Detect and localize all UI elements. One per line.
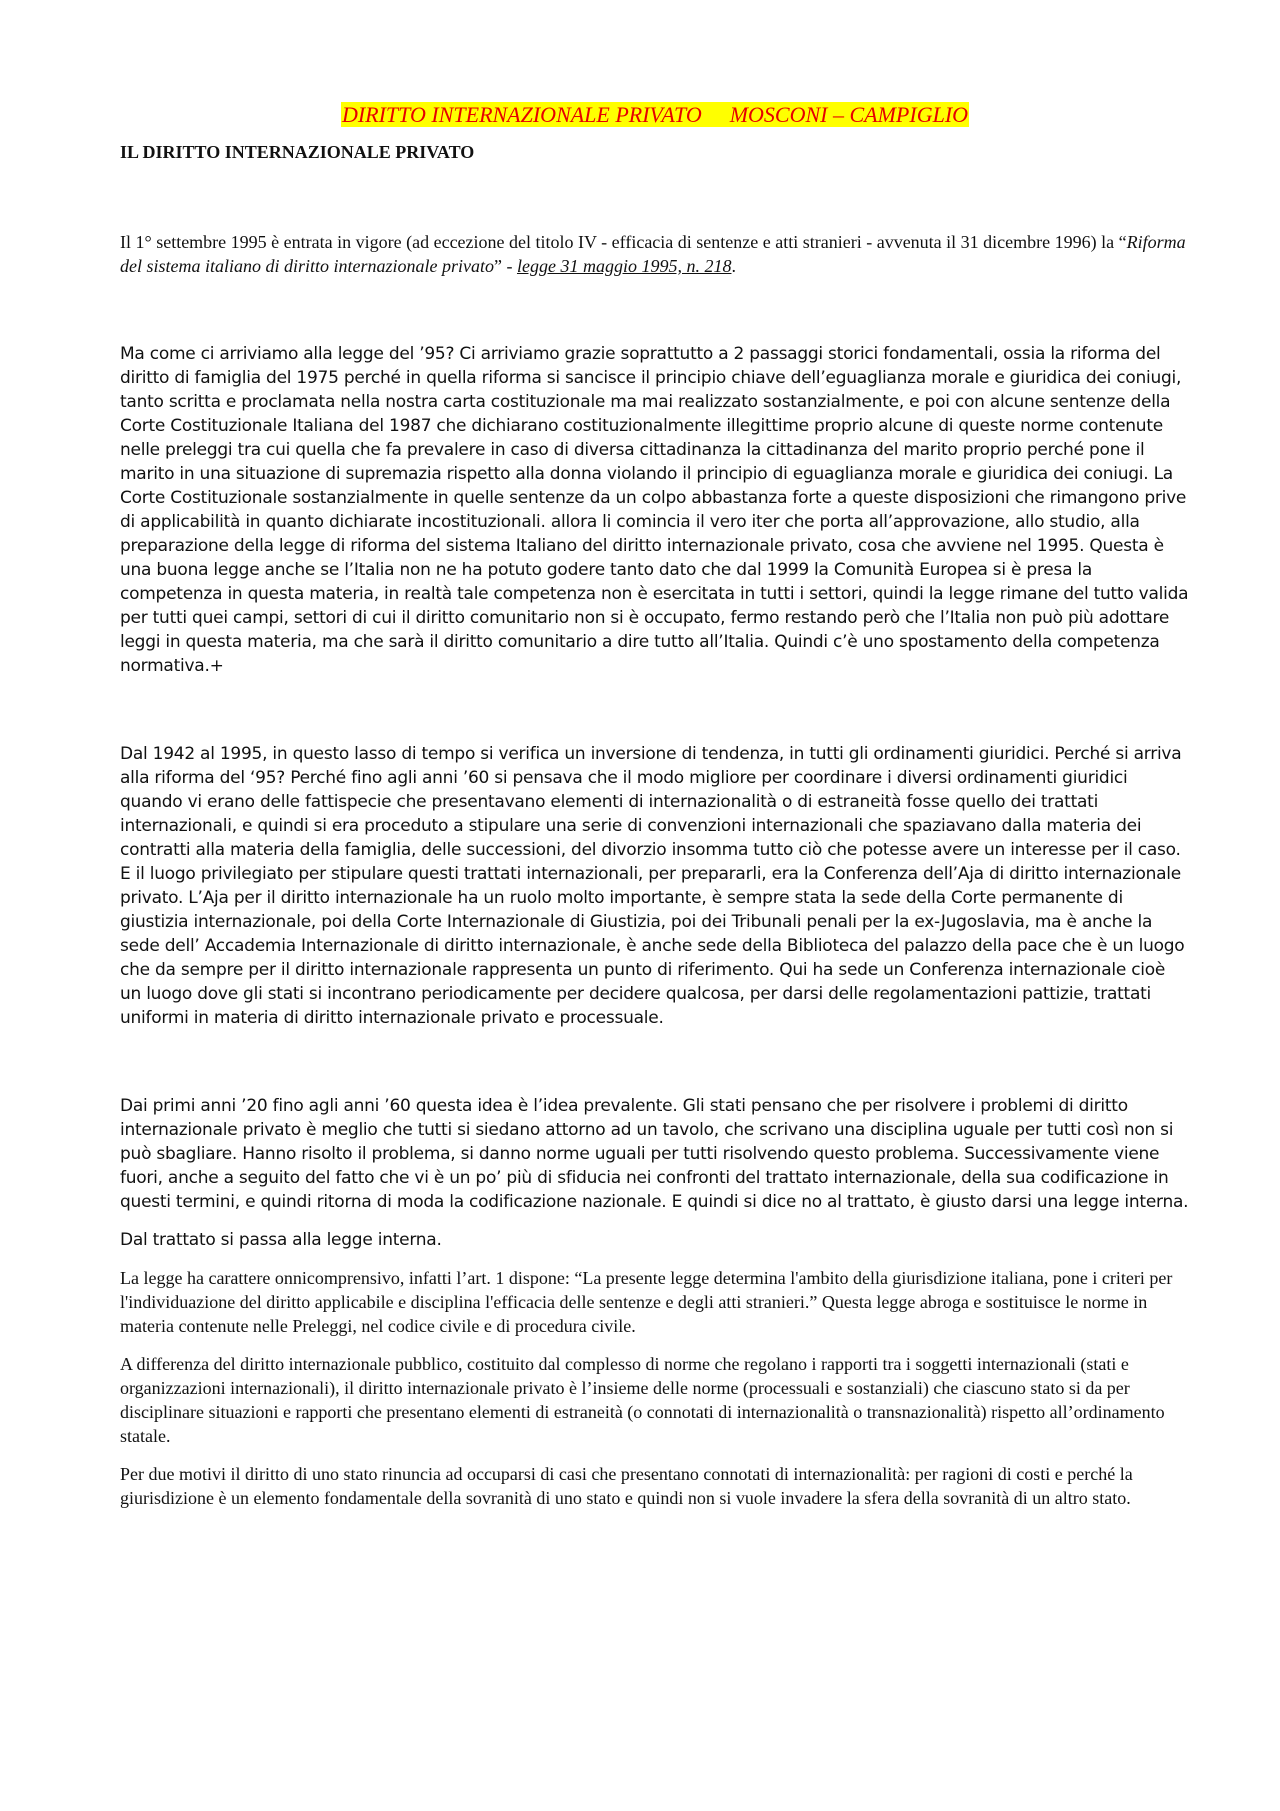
paragraph-public-vs-private: A differenza del diritto internazionale pubblico, costituito dal complesso di norme che regolano i rapporti tra i soggetti internazionali (stati e organizzazioni internazionali), il diritto internazionale privato è l’insieme delle norme (processuali e sostanziali) che ciascuno stato si da per disciplinare situazioni e rapporti che presentano elementi di estraneità (o connotati di internazionalità o transnazionalità) rispetto all’ordinamento statale. xyxy=(120,1354,1165,1446)
document-title xyxy=(120,100,1190,130)
paragraph-history: Ma come ci arriviamo alla legge del ’95? Ci arriviamo grazie soprattutto a 2 passaggi storici fondamentali, ossia la riforma del diritto di famiglia del 1975 perché in quella riforma si sancisce il principio chiave dell’eguaglianza morale e giuridica dei coniugi, tanto scritta e proclamata nella nostra carta costituzionale ma mai realizzato sostanzialmente, e poi con alcune sentenze della Corte Costituzionale Italiana del 1987 che dichiarano costituzionalmente illegittime proprio alcune di queste norme contenute nelle preleggi tra cui quella che fa prevalere in caso di diversa cittadinanza la cittadinanza del marito proprio perché pone il marito in una situazione di supremazia rispetto alla donna violando il principio di eguaglianza morale e giuridica dei coniugi. La Corte Costituzionale sostanzialmente in quelle sentenze da un colpo abbastanza forte a queste disposizioni che rimangono prive di applicabilità in quanto dichiarate incostituzionali. allora li comincia il vero iter che porta all’approvazione, allo studio, alla preparazione della legge di riforma del sistema Italiano del diritto internazionale privato, cosa che avviene nel 1995. Questa è una buona legge anche se l’Italia non ne ha potuto godere tanto dato che dal 1999 la Comunità Europea si è presa la competenza in questa materia, in realtà tale competenza non è esercitata in tutti i settori, quindi la legge rimane del tutto valida per tutti quei campi, settori di cui il diritto comunitario non si è occupato, fermo restando però che l’Italia non può più adottare leggi in questa materia, ma che sarà il diritto comunitario a dire tutto all’Italia. Quindi c’è uno spostamento della competenza normativa.+ xyxy=(120,344,1189,676)
paragraph-treaty-to-law: Dal trattato si passa alla legge interna. xyxy=(120,1230,442,1250)
paragraph-law-scope: La legge ha carattere onnicomprensivo, infatti l’art. 1 dispone: “La presente legge determina l'ambito della giurisdizione italiana, pone i criteri per l'individuazione del diritto applicabile e disciplina l'efficacia delle sentenze e degli atti stranieri.” Questa legge abroga e sostituisce le norme in materia contenute nelle Preleggi, nel codice civile e di procedura civile. xyxy=(120,1268,1173,1336)
title-authors: MOSCONI – CAMPIGLIO xyxy=(729,102,969,127)
paragraph-trend-inversion: Dal 1942 al 1995, in questo lasso di tempo si verifica un inversione di tendenza, in tutti gli ordinamenti giuridici. Perché si arriva alla riforma del ‘95? Perché fino agli anni ’60 si pensava che il modo migliore per coordinare i diversi ordinamenti giuridici quando vi erano delle fattispecie che presentavano elementi di internazionalità o di estraneità fosse quello dei trattati internazionali, e quindi si era proceduto a stipulare una serie di convenzioni internazionali che spaziavano dalla materia dei contratti alla materia della famiglia, delle successioni, del divorzio insomma tutto ciò che potesse avere un interesse per il caso. E il luogo privilegiato per stipulare questi trattati internazionali, per prepararli, era la Conferenza dell’Aja di diritto internazionale privato. L’Aja per il diritto internazionale ha un ruolo molto importante, è sempre stata la sede della Corte permanente di giustizia internazionale, poi della Corte Internazionale di Giustizia, poi dei Tribunali penali per la ex-Jugoslavia, ma è anche la sede dell’ Accademia Internazionale di diritto internazionale, è anche sede della Biblioteca del palazzo della pace che è un luogo che da sempre per il diritto internazionale rappresenta un punto di riferimento. Qui ha sede un Conferenza internazionale cioè un luogo dove gli stati si incontrano periodicamente per decidere qualcosa, per darsi delle regolamentazioni pattizie, trattati uniformi in materia di diritto internazionale privato e processuale. xyxy=(120,744,1185,1028)
title-subject: DIRITTO INTERNAZIONALE PRIVATO xyxy=(341,102,702,127)
paragraph-intro-text-b: ” - xyxy=(494,256,517,276)
paragraph-intro xyxy=(120,230,1190,278)
paragraph-prevalent-idea: Dai primi anni ’20 fino agli anni ’60 questa idea è l’idea prevalente. Gli stati pensano che per risolvere i problemi di diritto internazionale privato è meglio che tutti si siedano attorno ad un tavolo, che scrivano una disciplina uguale per tutti così non si può sbagliare. Hanno risolto il problema, si danno norme uguali per tutti risolvendo questo problema. Successivamente viene fuori, anche a seguito del fatto che vi è un po’ più di sfiducia nei confronti del trattato internazionale, della sua codificazione in questi termini, e quindi ritorna di moda la codificazione nazionale. E quindi si dice no al trattato, è giusto darsi una legge interna. xyxy=(120,1096,1189,1212)
paragraph-two-reasons: Per due motivi il diritto di uno stato rinuncia ad occuparsi di casi che presentano connotati di internazionalità: per ragioni di costi e perché la giurisdizione è un elemento fondamentale della sovranità di uno stato e quindi non si vuole invadere la sfera della sovranità di un altro stato. xyxy=(120,1464,1133,1508)
paragraph-intro-text-a: Il 1° settembre 1995 è entrata in vigore (ad eccezione del titolo IV - efficacia di sentenze e atti stranieri - avvenuta il 31 dicembre 1996) la “ xyxy=(120,232,1127,252)
title-highlight xyxy=(341,102,969,127)
document-page xyxy=(120,100,1190,1510)
section-heading: IL DIRITTO INTERNAZIONALE PRIVATO xyxy=(120,142,475,162)
paragraph-intro-italic-title: Riforma del sistema italiano di diritto internazionale privato xyxy=(120,232,1186,276)
law-reference-link[interactable]: legge 31 maggio 1995, n. 218 xyxy=(516,256,732,276)
paragraph-intro-text-c: . xyxy=(731,256,736,276)
